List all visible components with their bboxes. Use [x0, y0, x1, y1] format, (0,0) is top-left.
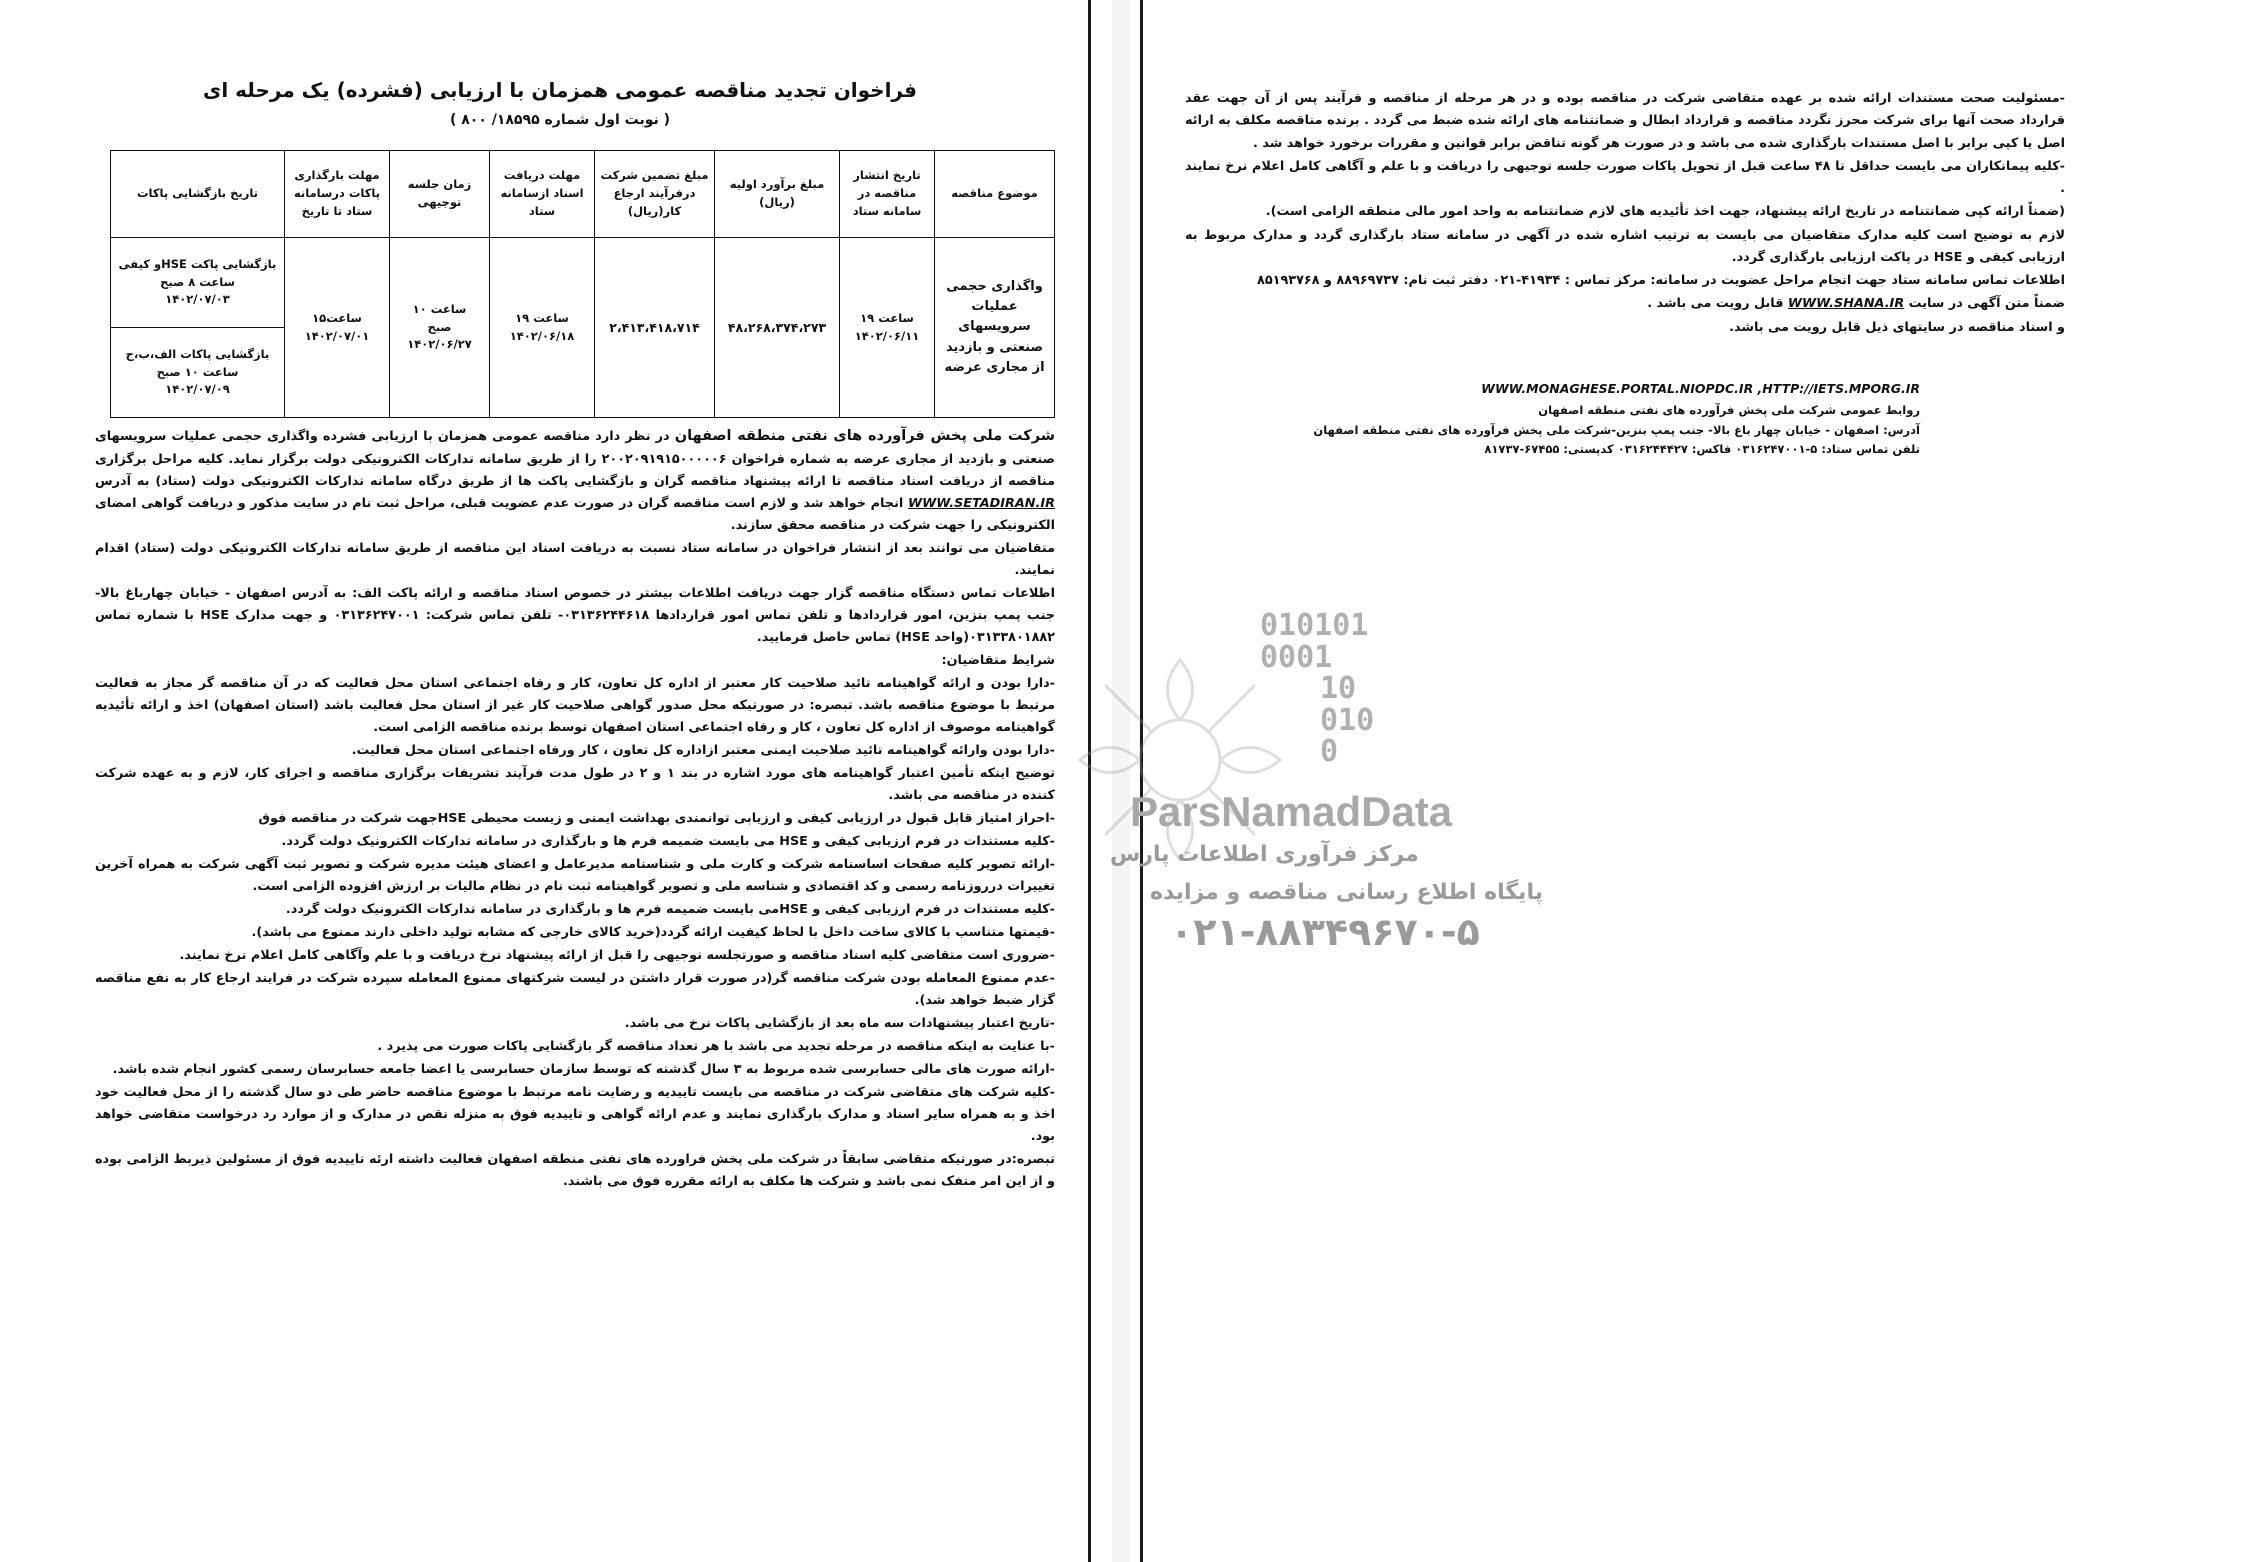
watermark-brand: ParsNamadData: [1130, 788, 1453, 835]
left-body-text: [95, 424, 1055, 1194]
guarantee-amount: ۲،۴۱۳،۴۱۸،۷۱۴: [595, 238, 715, 418]
setad-contact-paragraph: اطلاعات تماس سامانه ستاد جهت انجام مراحل عضویت در سامانه: مرکز تماس : ۴۱۹۳۴-۰۲۱ دفتر ثبت نام: ۸۸۹۶۹۷۳۷ و ۸۵۱۹۳۷۶۸: [1257, 273, 2065, 289]
watermark-phone: ۰۲۱-۸۸۳۴۹۶۷۰-۵: [1170, 910, 1480, 954]
condition-item: -ارائه صورت های مالی حسابرسی شده مربوط به ۳ سال گذشته که توسط سازمان حسابرسی یا اعضا جامعه حسابرسان رسمی کشور انجام شده باشد.: [112, 1061, 1055, 1077]
footer-block: [1300, 378, 1920, 460]
opening-envelopes: بازگشایی پاکات الف،ب،ج ساعت ۱۰ صبح ۱۴۰۲/۰۷/۰۹: [111, 328, 285, 418]
tender-table: [110, 150, 1055, 418]
table-row: [111, 238, 1055, 328]
sites-paragraph: و اسناد مناقصه در سایتهای ذیل قابل رویت می باشد.: [1729, 319, 2065, 335]
condition-item: تبصره:در صورتیکه متقاضی سابقاً در شرکت ملی پخش فراورده های نفتی منطقه اصفهان فعالیت داشته ارئه تاییدیه فوق از مسئولین ذیربط الزامی بوده و از این امر منفک نمی باشد و شرکت ها مکلف به ارائه مقرره فوق می باشند.: [95, 1151, 1055, 1189]
upload-order-paragraph: لازم به توضیح است کلیه مدارک متقاضیان می بایست به ترتیب اشاره شده در آگهی در سامانه ستاد بارگذاری گردد و مدارک مربوط به ارزیابی کیفی و HSE در پاکت ارزیابی بارگذاری گردد.: [1185, 227, 2065, 265]
publish-date: ساعت ۱۹ ۱۴۰۲/۰۶/۱۱: [840, 238, 935, 418]
docs-deadline: ساعت ۱۹ ۱۴۰۲/۰۶/۱۸: [490, 238, 595, 418]
right-body-text: [1185, 88, 2065, 340]
condition-item: -کلیه مستندات در فرم ارزیابی کیفی و HSEمی بایست ضمیمه فرم ها و بارگذاری در سامانه تدارکات الکترونیک دولت گردد.: [285, 901, 1055, 917]
announcement-subtitle: ( نوبت اول شماره ۱۸۵۹۵/ ۸۰۰ ): [449, 112, 671, 128]
watermark-caption-2: پایگاه اطلاع رسانی مناقصه و مزایده: [1150, 880, 1543, 905]
condition-item: -دارا بودن و ارائه گواهینامه تائید صلاحیت کار معتبر از اداره کل تعاون، کار و رفاه اجتماعی استان محل فعالیت که در آن مناقصه گر مجاز به فعالیت مرتبط با موضوع مناقصه باشد. تبصره: در صورتیکه محل صدور گواهی صلاحیت کار غیر از استان محل فعالیت باشد (استان اصفهان) اخذ و ارائه تأئیدیه گواهینامه موصوف از اداره کل تعاون ، کار و رفاه اجتماعی استان اصفهان توسط برنده مناقصه الزامی است.: [95, 675, 1055, 735]
condition-item: -کلیه مستندات در فرم ارزیابی کیفی و HSE می بایست ضمیمه فرم ها و بارگذاری در سامانه تدارکات الکترونیک دولت گردد.: [281, 833, 1055, 849]
table-header: مبلغ برآورد اولیه (ریال): [715, 151, 840, 238]
condition-item: -دارا بودن وارائه گواهینامه تائید صلاحیت ایمنی معتبر ازاداره کل تعاون ، کار ورفاه اجتماعی استان محل فعالیت.: [351, 742, 1055, 758]
table-header: مبلغ تضمین شرکت درفرآیند ارجاع کار(ریال): [595, 151, 715, 238]
docs-paragraph: متقاضیان می توانند بعد از انتشار فراخوان در سامانه ستاد نسبت به دریافت اسناد این مناقصه از طریق سامانه تدارکات الکترونیکی دولت (ستاد) اقدام نمایند.: [95, 540, 1055, 578]
company-name: شرکت ملی پخش فرآورده های نفتی منطقه اصفهان: [674, 428, 1055, 444]
announcement-title: فراخوان تجدید مناقصه عمومی همزمان با ارزیابی (فشرده) یک مرحله ای: [203, 78, 917, 102]
condition-item: -کلیه شرکت های متقاضی شرکت در مناقصه می بایست تاییدیه و رضایت نامه مرتبط با موضوع مناقصه حاضر طی دو سال گذشته را از محل فعالیت خود اخذ و به همراه سایر اسناد و مدارک بارگذاری نمایند و عدم ارائه گواهی و تاییدیه فوق به منزله نقص در مدارک و از موارد رد درخواست متقاضی خواهد بود.: [95, 1084, 1055, 1144]
upload-deadline: ساعت۱۵ ۱۴۰۲/۰۷/۰۱: [285, 238, 390, 418]
condition-item: -ضروری است متقاضی کلیه اسناد مناقصه و صورتجلسه توجیهی را قبل از ارائه پیشنهاد نرخ دریافت و با علم وآگاهی کامل اعلام نرخ نمایند.: [179, 947, 1055, 963]
table-header: تاریخ انتشار مناقصه در سامانه ستاد: [840, 151, 935, 238]
table-header: موضوع مناقصه: [935, 151, 1055, 238]
contractors-paragraph: -کلیه پیمانکاران می بایست حداقل تا ۴۸ ساعت قبل از تحویل پاکات صورت جلسه توجیهی را دریافت و با علم و آگاهی کامل اعلام نرخ نمایند .: [1185, 158, 2065, 197]
estimate-amount: ۴۸،۲۶۸،۳۷۴،۲۷۳: [715, 238, 840, 418]
tender-subject: واگذاری حجمی عملیات سرویسهای صنعتی و بازدید از مجاری عرضه: [935, 238, 1055, 418]
opening-hse: بازگشایی پاکت HSEو کیفی ساعت ۸ صبح ۱۴۰۲/۰۷/۰۳: [111, 238, 285, 328]
condition-item: -با عنایت به اینکه مناقصه در مرحله تجدید می باشد با هر تعداد مناقصه گر بازگشایی پاکات صورت می پذیرد .: [377, 1038, 1055, 1054]
table-header: زمان جلسه توجیهی: [390, 151, 490, 238]
table-header: مهلت بارگذاری پاکات درسامانه ستاد تا تاریخ: [285, 151, 390, 238]
condition-item: -تاریخ اعتبار پیشنهادات سه ماه بعد از بازگشایی پاکات نرخ می باشد.: [624, 1015, 1055, 1031]
condition-item: -عدم ممنوع المعامله بودن شرکت مناقصه گر(در صورت قرار داشتن در لیست شرکتهای ممنوع المعامله سپرده شرکت در فرایند ارجاع کار به نفع مناقصه گزار ضبط خواهد شد).: [95, 970, 1055, 1008]
condition-item: توضیح اینکه تأمین اعتبار گواهینامه های مورد اشاره در بند ۱ و ۲ در طول مدت فرآیند تشریفات برگزاری مناقصه و اجرای کار، لازم و به عهده شرکت کننده در مناقصه می باشد.: [95, 765, 1055, 803]
briefing-session: ساعت ۱۰ صبح ۱۴۰۲/۰۶/۲۷: [390, 238, 490, 418]
setad-link[interactable]: WWW.SETADIRAN.IR: [907, 495, 1055, 511]
condition-item: -ارائه تصویر کلیه صفحات اساسنامه شرکت و کارت ملی و شناسنامه مدیرعامل و اعضای هیئت مدیره شرکت و تصویر ثبت آگهی شرکت به همراه آخرین تغییرات درروزنامه رسمی و کد اقتصادی و شناسه ملی و تصویر گواهینامه ثبت نام در نظام مالیات بر ارزش افزوده الزامی است.: [95, 856, 1055, 894]
condition-item: -قیمتها متناسب با کالای ساخت داخل با لحاظ کیفیت ارائه گردد(خرید کالای خارجی که مشابه تولید داخلی دارند ممنوع می باشد).: [251, 924, 1055, 940]
conditions-title: شرایط متقاضیان:: [941, 652, 1055, 668]
table-header: مهلت دریافت اسناد ازسامانه ستاد: [490, 151, 595, 238]
watermark-digits: 010101 0001 10 010 0: [1260, 608, 1375, 769]
table-header-row: [111, 151, 1055, 238]
condition-item: -احراز امتیاز قابل قبول در ارزیابی کیفی و ارزیابی توانمندی بهداشت ایمنی و زیست محیطی HSEجهت شرکت در مناقصه فوق: [258, 810, 1055, 826]
responsibility-paragraph: -مسئولیت صحت مستندات ارائه شده بر عهده متقاضی شرکت در مناقصه بوده و در هر مرحله از مناقصه و فرآیند پس از آن جهت عقد قرارداد صحت آنها برای شرکت محرز نگردد مناقصه و قرارداد ابطال و ضمانتنامه های ارائه شده ضبط می گردد . برنده مناقصه مکلف به ارائه اصل یا کپی برابر با اصل مستندات بارگذاری شده می باشد و در صورت هر گونه تناقض برابر قوانین و مقررات برخورد خواهد شد .: [1185, 91, 2065, 151]
footer-address: آدرس: اصفهان - خیابان چهار باغ بالا- جنب پمپ بنزین-شرکت ملی پخش فرآورده های نفتی منطقه اصفهان: [1313, 422, 1920, 437]
footer-department: روابط عمومی شرکت ملی پخش فرآورده های نفتی منطقه اصفهان: [1538, 403, 1920, 418]
footer-phones: تلفن تماس ستاد: ۵-۰۳۱۶۲۴۷۰۰۱ فاکس: ۰۳۱۶۲۴۴۴۲۷ کدپستی: ۶۷۴۵۵-۸۱۷۳۷: [1484, 442, 1920, 457]
intro-paragraph: شرکت ملی پخش فرآورده های نفتی منطقه اصفهان در نظر دارد مناقصه عمومی همزمان با ارزیابی فشرده واگذاری حجمی عملیات سرویسهای صنعتی و بازدید از مجاری عرضه به شماره فراخوان ۲۰۰۲۰۹۱۹۱۵۰۰۰۰۰۶ را از طریق سامانه تدارکات الکترونیکی دولت برگزار نماید. کلیه مراحل برگزاری مناقصه از دریافت اسناد مناقصه تا ارائه پیشنهاد مناقصه گران و بازگشایی پاکت ها از طریق درگاه سامانه تدارکات الکترونیکی دولت (ستاد) به آدرس WWW.SETADIRAN.IR انجام خواهد شد و لازم است مناقصه گران در صورت عدم عضویت قبلی، مراحل ثبت نام در سایت مذکور و دریافت گواهی امضای الکترونیکی را جهت شرکت در مناقصه محقق سازند.: [95, 428, 1055, 533]
footer-links[interactable]: WWW.MONAGHESE.PORTAL.NIOPDC.IR ,HTTP://IETS.MPORG.IR: [1481, 381, 1920, 396]
table-header: تاریخ بازگشایی پاکات: [111, 151, 285, 238]
guarantee-paragraph: (ضمناً ارائه کپی ضمانتنامه در تاریخ ارائه پیشنهاد، جهت اخذ تأئیدیه های لازم ضمانتنامه به واحد امور مالی منطقه الزامی است).: [1265, 204, 2065, 220]
shana-paragraph: ضمناً متن آگهی در سایت WWW.SHANA.IR قابل رویت می باشد .: [1647, 296, 2065, 312]
contact-paragraph: اطلاعات تماس دستگاه مناقصه گزار جهت دریافت اطلاعات بیشتر در خصوص اسناد مناقصه و ارائه پاکت الف: به آدرس اصفهان - خیابان چهارباغ بالا- جنب پمپ بنزین، امور قراردادها و تلفن تماس امور قراردادها ۰۳۱۳۶۲۴۴۶۱۸- تلفن تماس شرکت: ۰۳۱۳۶۲۴۷۰۰۱ و جهت مدارک HSE با شماره تماس ۰۳۱۳۳۸۰۱۸۸۲(واحد HSE) تماس حاصل فرمایید.: [95, 585, 1056, 645]
watermark-caption: مرکز فرآوری اطلاعات پارس: [1110, 842, 1419, 867]
shana-link[interactable]: WWW.SHANA.IR: [1787, 296, 1905, 312]
